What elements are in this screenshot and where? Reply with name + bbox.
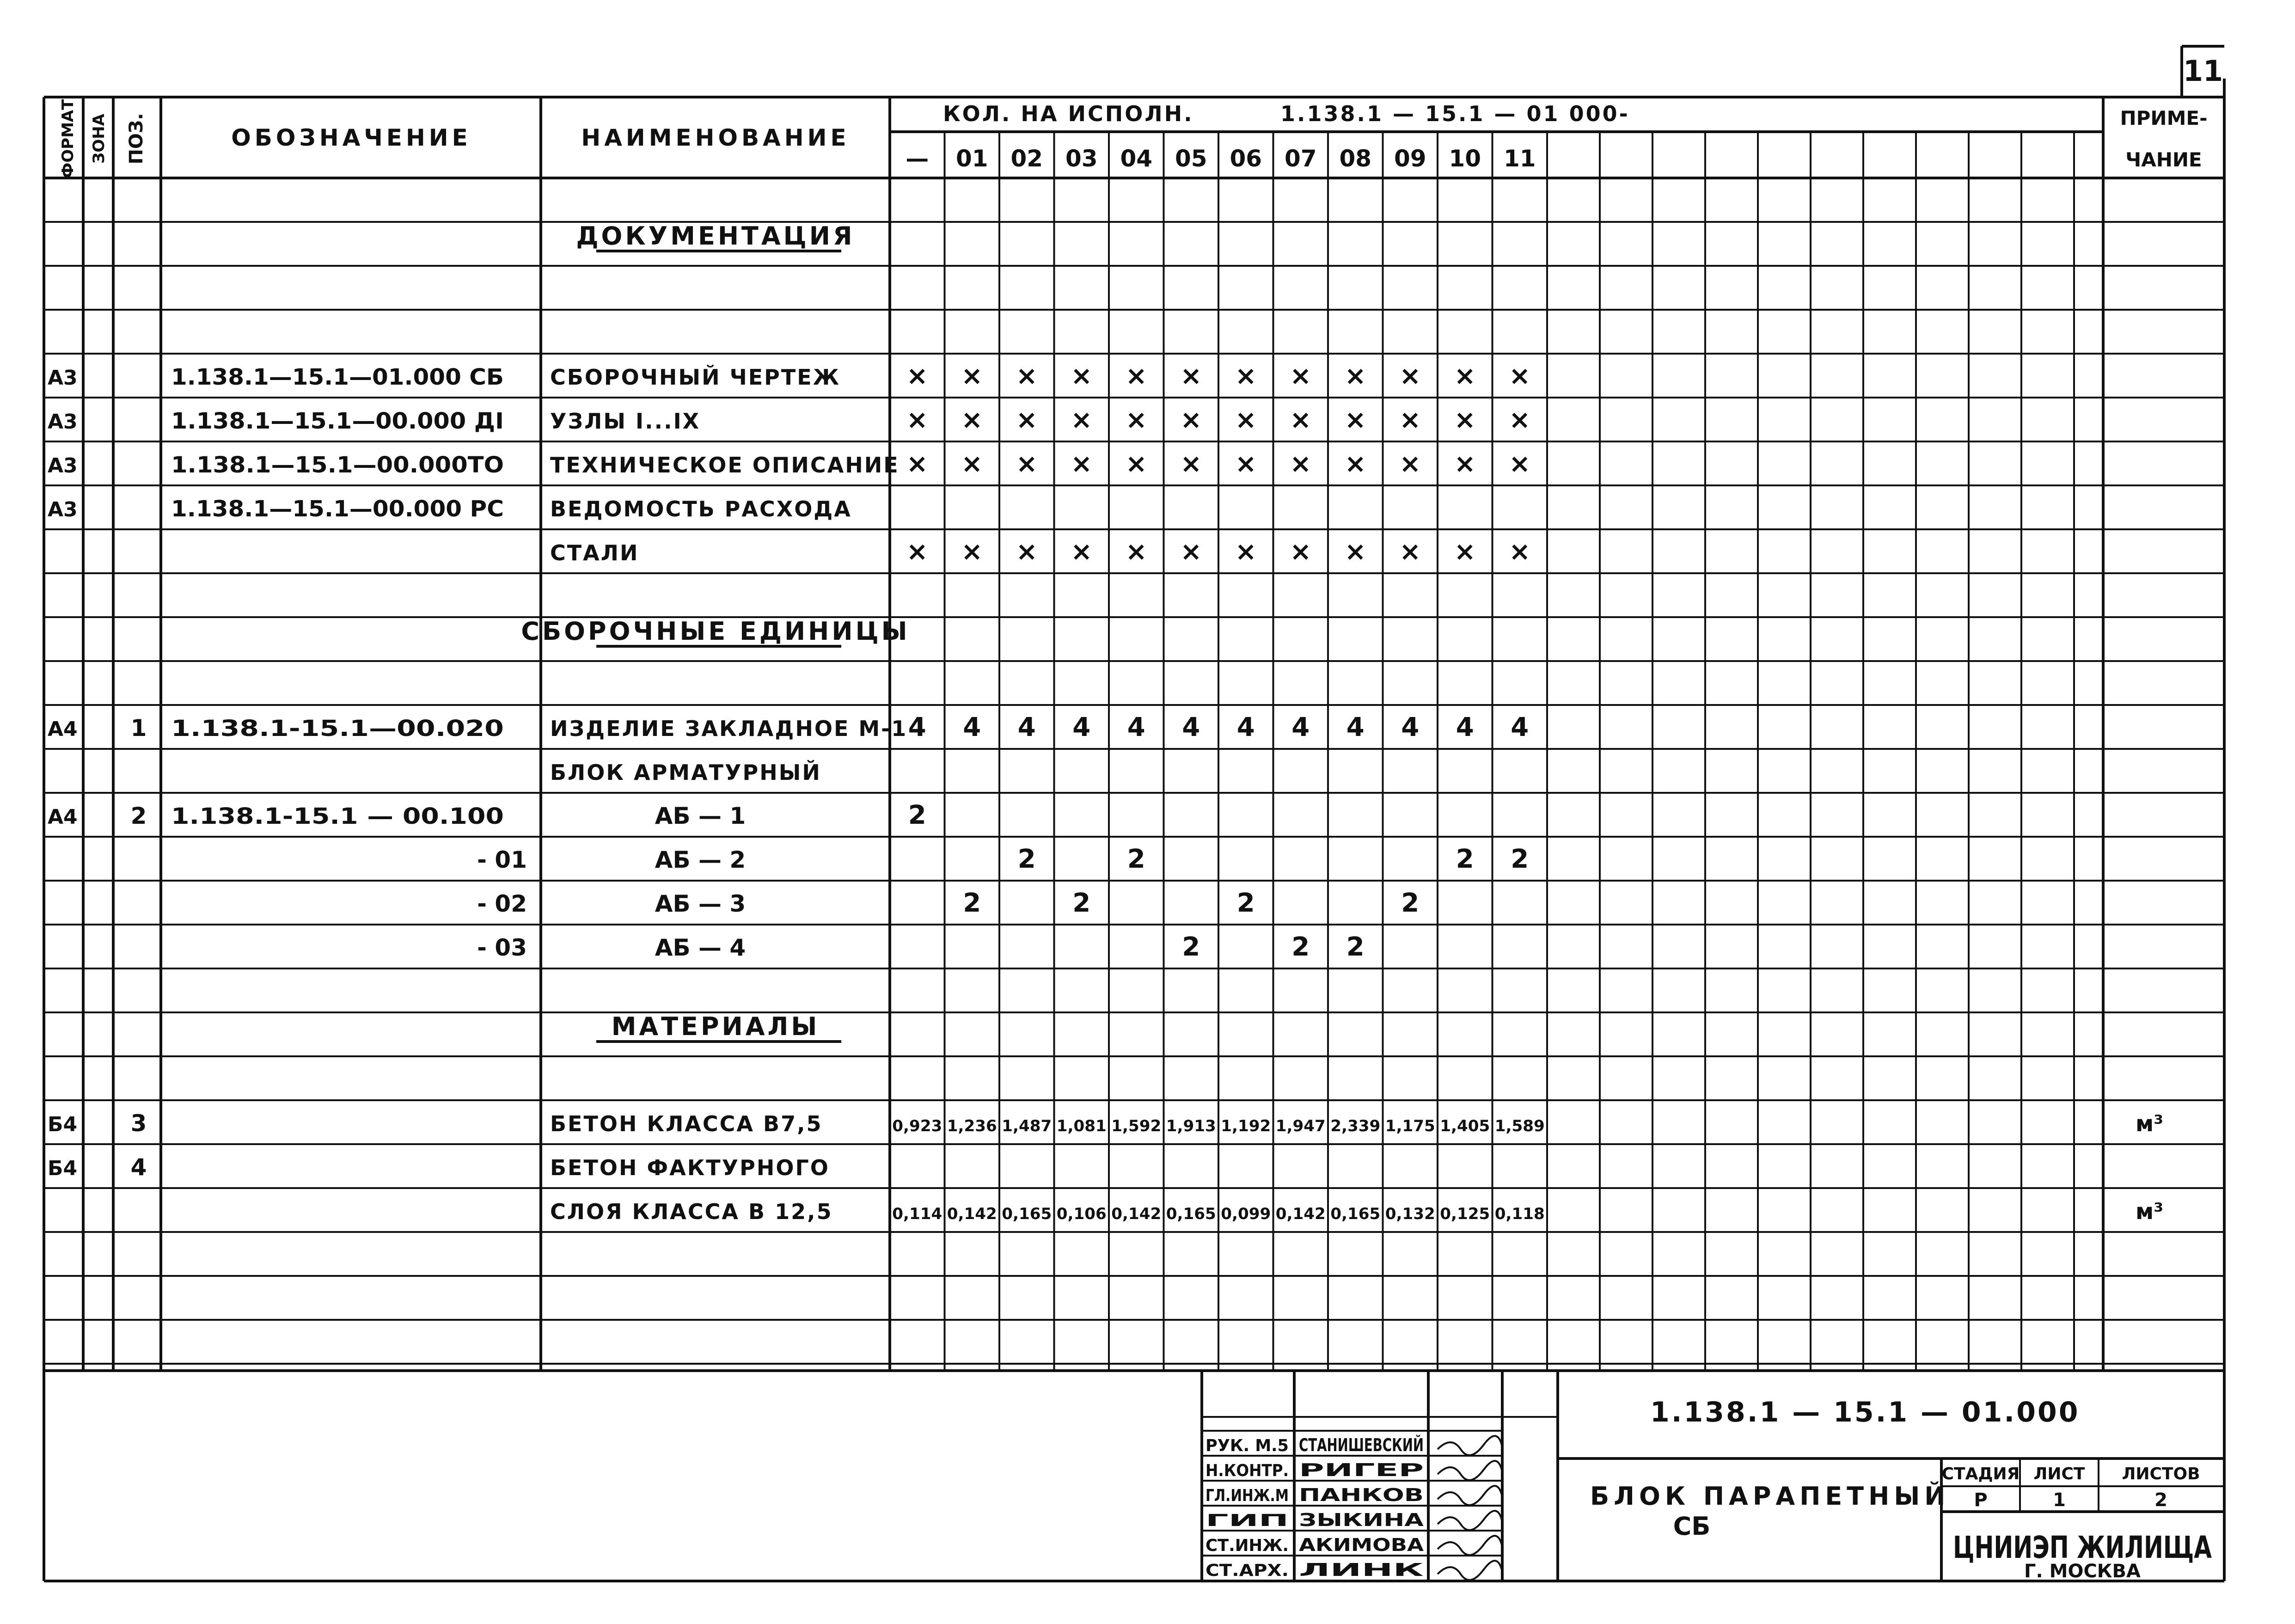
- qty-value: 1,236: [947, 1117, 997, 1135]
- row-designation: - 01: [477, 846, 527, 873]
- staff-role: ГЛ.ИНЖ.М: [1206, 1486, 1289, 1505]
- row-name: АБ — 4: [655, 934, 746, 961]
- cross-mark: ×: [1454, 537, 1476, 567]
- signature-mark: [1438, 1561, 1502, 1580]
- tb-stage-label: СТАДИЯ: [1941, 1465, 2020, 1483]
- qty-value: 4: [1346, 712, 1365, 742]
- qty-value: 0,132: [1385, 1205, 1435, 1223]
- header-note-1: ПРИМЕ-: [2120, 107, 2208, 129]
- staff-name: ЛИНК: [1299, 1560, 1424, 1580]
- signature-mark: [1438, 1461, 1502, 1480]
- cross-mark: ×: [1344, 405, 1366, 435]
- row-name: СТАЛИ: [550, 540, 639, 565]
- tb-city: Г. МОСКВА: [2024, 1561, 2141, 1582]
- row-name: БЛОК АРМАТУРНЫЙ: [550, 760, 821, 785]
- staff-role: СТ.ИНЖ.: [1206, 1536, 1289, 1555]
- cross-mark: ×: [1290, 449, 1312, 479]
- row-note: м³: [2136, 1111, 2164, 1137]
- cross-mark: ×: [906, 361, 928, 391]
- row-format: А4: [48, 805, 78, 829]
- tb-title-2: СБ: [1673, 1512, 1711, 1541]
- header-qty-code: 1.138.1 — 15.1 — 01 000-: [1280, 101, 1630, 126]
- qty-value: 0,165: [1330, 1205, 1381, 1223]
- qty-value: 0,165: [1002, 1205, 1052, 1223]
- variant-header: 02: [1010, 145, 1043, 172]
- cross-mark: ×: [906, 537, 928, 567]
- variant-header: 09: [1394, 145, 1426, 172]
- cross-mark: ×: [1071, 361, 1093, 391]
- row-name: АБ — 3: [655, 890, 746, 917]
- qty-value: 2: [1401, 888, 1420, 918]
- row-note: м³: [2136, 1199, 2164, 1225]
- tb-sheets-label: ЛИСТОВ: [2122, 1465, 2200, 1483]
- qty-value: 1,405: [1440, 1117, 1490, 1135]
- cross-mark: ×: [1235, 537, 1257, 567]
- signature-mark: [1438, 1511, 1502, 1530]
- tb-title-1: БЛОК ПАРАПЕТНЫЙ: [1590, 1482, 1950, 1511]
- qty-value: 2: [1346, 932, 1365, 962]
- row-pos: 1: [130, 715, 147, 742]
- header-zone: ЗОНА: [90, 114, 108, 164]
- row-name: СБОРОЧНЫЙ ЧЕРТЕЖ: [550, 365, 841, 390]
- qty-value: 2,339: [1330, 1117, 1381, 1135]
- header-pos: ПОЗ.: [126, 113, 147, 165]
- cross-mark: ×: [1180, 449, 1202, 479]
- cross-mark: ×: [1344, 361, 1366, 391]
- qty-value: 0,099: [1221, 1205, 1271, 1223]
- staff-role: СТ.АРХ.: [1206, 1561, 1289, 1580]
- header-format: ФОРМАТ: [59, 99, 77, 178]
- staff-name: ПАНКОВ: [1299, 1485, 1424, 1505]
- qty-value: 1,192: [1221, 1117, 1271, 1135]
- qty-value: 1,175: [1385, 1117, 1435, 1135]
- qty-value: 0,142: [1111, 1205, 1162, 1223]
- cross-mark: ×: [1235, 361, 1257, 391]
- row-name: ИЗДЕЛИЕ ЗАКЛАДНОЕ М-1: [550, 716, 908, 741]
- qty-value: 4: [1072, 712, 1091, 742]
- qty-value: 1,081: [1056, 1117, 1107, 1135]
- cross-mark: ×: [1071, 405, 1093, 435]
- cross-mark: ×: [906, 449, 928, 479]
- cross-mark: ×: [1509, 361, 1531, 391]
- row-format: А3: [48, 410, 78, 434]
- cross-mark: ×: [1016, 449, 1038, 479]
- header-designation: ОБОЗНАЧЕНИЕ: [231, 124, 471, 151]
- qty-value: 2: [1017, 844, 1036, 874]
- row-format: А4: [48, 717, 78, 741]
- cross-mark: ×: [1016, 361, 1038, 391]
- tb-stage: Р: [1974, 1489, 1988, 1511]
- cross-mark: ×: [1344, 537, 1366, 567]
- tb-sheet: 1: [2053, 1489, 2066, 1511]
- staff-name: СТАНИШЕВСКИЙ: [1299, 1435, 1424, 1455]
- qty-value: 1,589: [1494, 1117, 1545, 1135]
- row-designation: - 02: [477, 890, 527, 917]
- staff-role: Н.КОНТР.: [1206, 1461, 1289, 1480]
- variant-header: —: [906, 145, 929, 172]
- qty-value: 4: [1401, 712, 1420, 742]
- qty-value: 1,487: [1002, 1117, 1052, 1135]
- cross-mark: ×: [1125, 449, 1147, 479]
- header-note-2: ЧАНИЕ: [2125, 148, 2202, 171]
- cross-mark: ×: [1290, 405, 1312, 435]
- tb-org: ЦНИИЭП ЖИЛИЩА: [1953, 1530, 2212, 1565]
- qty-value: 0,114: [892, 1205, 942, 1223]
- qty-value: 0,923: [892, 1117, 942, 1135]
- cross-mark: ×: [1399, 405, 1421, 435]
- cross-mark: ×: [1180, 537, 1202, 567]
- variant-header: 10: [1449, 145, 1481, 172]
- row-pos: 4: [130, 1154, 147, 1181]
- row-name: БЕТОН КЛАССА В7,5: [550, 1111, 823, 1136]
- staff-role: РУК. М.5: [1206, 1436, 1289, 1455]
- row-designation: 1.138.1—15.1—00.000 РС: [171, 496, 504, 522]
- row-name: ВЕДОМОСТЬ РАСХОДА: [550, 496, 852, 521]
- qty-value: 2: [1456, 844, 1474, 874]
- cross-mark: ×: [1454, 361, 1476, 391]
- signature-mark: [1438, 1486, 1502, 1505]
- qty-value: 2: [1127, 844, 1145, 874]
- qty-value: 2: [1511, 844, 1529, 874]
- cross-mark: ×: [1016, 537, 1038, 567]
- cross-mark: ×: [1509, 449, 1531, 479]
- row-pos: 2: [130, 803, 147, 829]
- qty-value: 4: [908, 712, 926, 742]
- tb-sheets: 2: [2154, 1489, 2167, 1511]
- qty-value: 4: [1291, 712, 1310, 742]
- variant-header: 01: [955, 145, 988, 172]
- row-designation: - 03: [477, 934, 527, 961]
- cross-mark: ×: [1235, 405, 1257, 435]
- variant-header: 05: [1175, 145, 1207, 172]
- cross-mark: ×: [1509, 537, 1531, 567]
- cross-mark: ×: [1016, 405, 1038, 435]
- cross-mark: ×: [1235, 449, 1257, 479]
- qty-value: 2: [1236, 888, 1255, 918]
- row-format: А3: [48, 366, 78, 390]
- cross-mark: ×: [1454, 405, 1476, 435]
- variant-header: 07: [1284, 145, 1317, 172]
- row-name: ТЕХНИЧЕСКОЕ ОПИСАНИЕ: [550, 453, 900, 478]
- cross-mark: ×: [1125, 537, 1147, 567]
- cross-mark: ×: [1454, 449, 1476, 479]
- qty-value: 0,165: [1166, 1205, 1216, 1223]
- cross-mark: ×: [1125, 405, 1147, 435]
- cross-mark: ×: [1399, 361, 1421, 391]
- qty-value: 2: [908, 800, 926, 830]
- tb-sheet-label: ЛИСТ: [2033, 1465, 2085, 1483]
- qty-value: 0,142: [947, 1205, 997, 1223]
- row-designation: 1.138.1—15.1—00.000 ДI: [171, 408, 504, 434]
- title-block: [1202, 1371, 2224, 1582]
- qty-value: 1,947: [1275, 1117, 1326, 1135]
- staff-name: АКИМОВА: [1299, 1535, 1424, 1555]
- cross-mark: ×: [1180, 405, 1202, 435]
- tb-code: 1.138.1 — 15.1 — 01.000: [1650, 1396, 2080, 1428]
- cross-mark: ×: [1290, 537, 1312, 567]
- variant-header: 08: [1339, 145, 1372, 172]
- variant-header: 04: [1120, 145, 1153, 172]
- qty-value: 4: [1127, 712, 1145, 742]
- variant-header: 03: [1065, 145, 1098, 172]
- cross-mark: ×: [1071, 537, 1093, 567]
- qty-value: 4: [1017, 712, 1036, 742]
- cross-mark: ×: [1071, 449, 1093, 479]
- cross-mark: ×: [1399, 449, 1421, 479]
- section-heading: СБОРОЧНЫЕ ЕДИНИЦЫ: [521, 617, 910, 646]
- row-format: А3: [48, 454, 78, 478]
- cross-mark: ×: [961, 449, 983, 479]
- cross-mark: ×: [961, 361, 983, 391]
- qty-value: 2: [1072, 888, 1091, 918]
- qty-value: 4: [963, 712, 981, 742]
- header-qty-prefix: КОЛ. НА ИСПОЛН.: [943, 101, 1194, 126]
- row-format: Б4: [48, 1157, 78, 1180]
- qty-value: 0,142: [1275, 1205, 1326, 1223]
- row-designation: 1.138.1—15.1—01.000 СБ: [171, 364, 504, 390]
- qty-value: 2: [1291, 932, 1310, 962]
- row-name: УЗЛЫ I...IX: [550, 409, 701, 434]
- cross-mark: ×: [1344, 449, 1366, 479]
- qty-value: 4: [1511, 712, 1529, 742]
- cross-mark: ×: [906, 405, 928, 435]
- signature-mark: [1438, 1536, 1502, 1555]
- row-format: А3: [48, 498, 78, 521]
- staff-role: ГИП: [1206, 1511, 1289, 1530]
- cross-mark: ×: [1509, 405, 1531, 435]
- cross-mark: ×: [1290, 361, 1312, 391]
- staff-name: ЗЫКИНА: [1299, 1510, 1424, 1530]
- qty-value: 0,106: [1056, 1205, 1107, 1223]
- cross-mark: ×: [1399, 537, 1421, 567]
- row-name: БЕТОН ФАКТУРНОГО: [550, 1155, 830, 1180]
- qty-value: 2: [963, 888, 981, 918]
- qty-value: 0,125: [1440, 1205, 1490, 1223]
- row-designation: 1.138.1-15.1—00.020: [171, 716, 504, 742]
- section-heading: ДОКУМЕНТАЦИЯ: [576, 221, 855, 251]
- row-designation: 1.138.1-15.1 — 00.100: [171, 803, 504, 829]
- qty-value: 4: [1182, 712, 1200, 742]
- variant-header: 06: [1230, 145, 1262, 172]
- cross-mark: ×: [1125, 361, 1147, 391]
- variant-header: 11: [1503, 145, 1536, 172]
- qty-value: 4: [1236, 712, 1255, 742]
- cross-mark: ×: [961, 405, 983, 435]
- signature-mark: [1438, 1436, 1502, 1455]
- qty-value: 0,118: [1494, 1205, 1545, 1223]
- row-name: АБ — 1: [655, 803, 746, 829]
- qty-value: 1,592: [1111, 1117, 1162, 1135]
- row-format: Б4: [48, 1113, 78, 1136]
- header-name: НАИМЕНОВАНИЕ: [581, 124, 850, 151]
- qty-value: 4: [1456, 712, 1474, 742]
- qty-value: 2: [1182, 932, 1200, 962]
- row-designation: 1.138.1—15.1—00.000ТО: [171, 452, 504, 478]
- section-heading: МАТЕРИАЛЫ: [611, 1012, 820, 1041]
- cross-mark: ×: [961, 537, 983, 567]
- row-name: АБ — 2: [655, 846, 746, 873]
- qty-value: 1,913: [1166, 1117, 1216, 1135]
- row-name: СЛОЯ КЛАССА В 12,5: [550, 1199, 833, 1224]
- row-pos: 3: [130, 1110, 147, 1137]
- cross-mark: ×: [1180, 361, 1202, 391]
- sheet-number: 11: [2183, 54, 2223, 88]
- staff-name: РИГЕР: [1299, 1460, 1424, 1480]
